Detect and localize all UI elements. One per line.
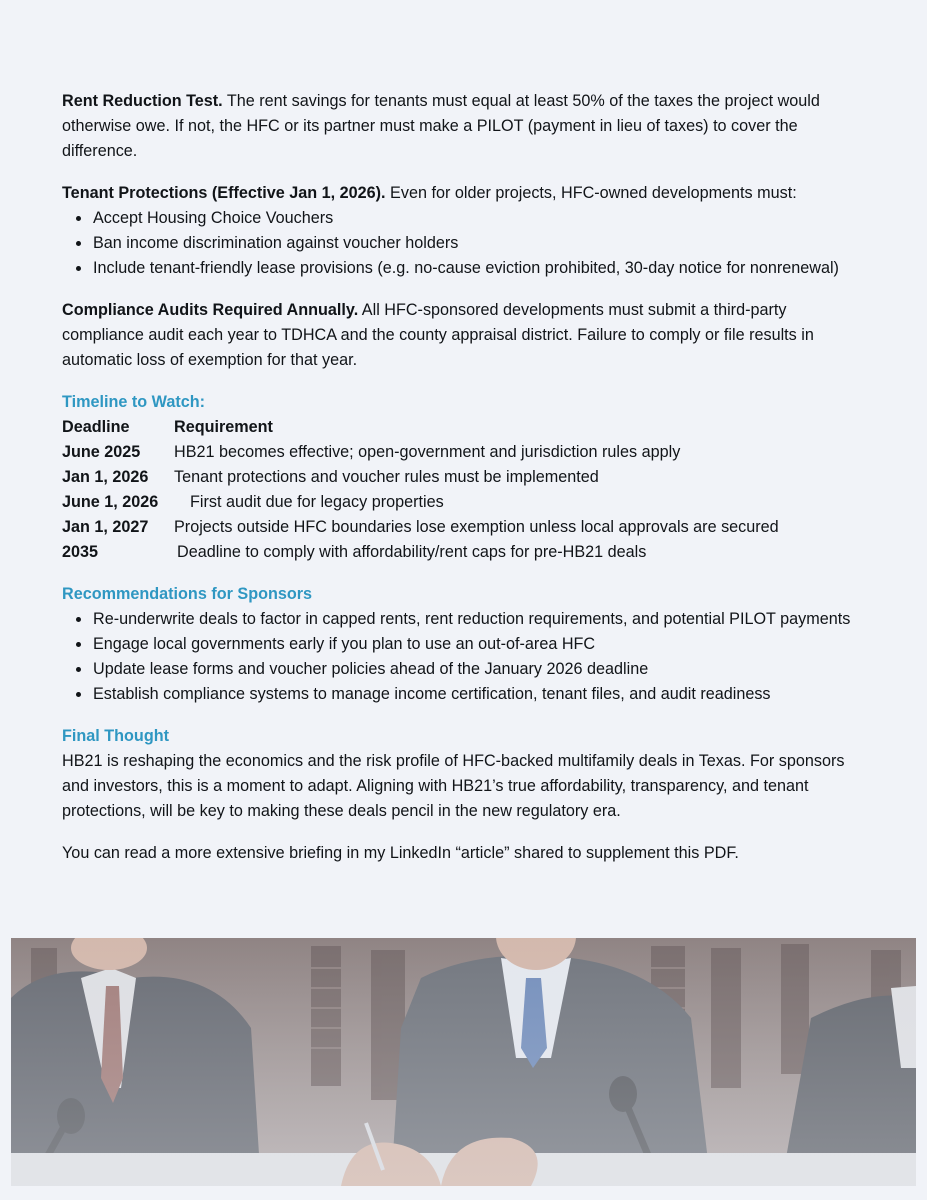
final-thought-heading: Final Thought: [62, 727, 169, 745]
list-item: Establish compliance systems to manage income certification, tenant files, and audit readiness: [62, 682, 852, 707]
timeline-header-deadline: Deadline: [62, 418, 130, 436]
list-item: Accept Housing Choice Vouchers: [62, 206, 852, 231]
final-thought-section: [62, 724, 852, 824]
compliance-title: Compliance Audits Required Annually.: [62, 301, 359, 319]
timeline-requirement: Deadline to comply with affordability/rent caps for pre-HB21 deals: [177, 543, 647, 561]
timeline-section: [62, 390, 852, 565]
recommendations-list: [62, 607, 852, 707]
timeline-row: [62, 440, 852, 465]
tenant-protections-list: [62, 206, 852, 281]
timeline-row: [62, 540, 852, 565]
recommendations-heading: Recommendations for Sponsors: [62, 585, 313, 603]
timeline-deadline: Jan 1, 2026: [62, 468, 149, 486]
timeline-row: [62, 515, 852, 540]
tenant-protections-paragraph: [62, 181, 852, 206]
timeline-requirement: Projects outside HFC boundaries lose exemption unless local approvals are secured: [174, 518, 779, 536]
compliance-text: All HFC-sponsored developments must submit a third-party compliance audit each year to TDHCA and the county appraisal district. Failure to comply or file results in automatic loss of exemption for that year.: [62, 301, 814, 369]
timeline-header-requirement: Requirement: [174, 418, 273, 436]
timeline-deadline: June 2025: [62, 443, 141, 461]
list-item: Ban income discrimination against voucher holders: [62, 231, 852, 256]
timeline-deadline: 2035: [62, 543, 99, 561]
photo-illustration: [11, 938, 916, 1186]
tenant-protections-intro: Even for older projects, HFC-owned developments must:: [385, 184, 797, 202]
compliance-paragraph: [62, 298, 852, 373]
closing-text: You can read a more extensive briefing in my LinkedIn “article” shared to supplement this PDF.: [62, 844, 739, 862]
timeline-requirement: HB21 becomes effective; open-government and jurisdiction rules apply: [174, 443, 681, 461]
rent-reduction-title: Rent Reduction Test.: [62, 92, 223, 110]
tenant-protections-section: [62, 181, 852, 281]
bill-signing-photo: [11, 938, 916, 1186]
timeline-requirement: Tenant protections and voucher rules must be implemented: [174, 468, 599, 486]
final-thought-text: HB21 is reshaping the economics and the risk profile of HFC-backed multifamily deals in Texas. For sponsors and investors, this is a moment to adapt. Aligning with HB21’s true affordability, transparency, and tenant protections, will be key to making these deals pencil in the new regulatory era.: [62, 752, 845, 820]
timeline-deadline: Jan 1, 2027: [62, 518, 149, 536]
timeline-deadline: June 1, 2026: [62, 493, 159, 511]
list-item: Include tenant-friendly lease provisions (e.g. no-cause eviction prohibited, 30-day notice for nonrenewal): [62, 256, 852, 281]
list-item: Re-underwrite deals to factor in capped rents, rent reduction requirements, and potential PILOT payments: [62, 607, 852, 632]
timeline-heading: Timeline to Watch:: [62, 393, 205, 411]
timeline-row: [62, 490, 852, 515]
rent-reduction-paragraph: [62, 89, 852, 164]
photo-fade-overlay: [11, 938, 916, 1186]
timeline-requirement: First audit due for legacy properties: [190, 493, 444, 511]
list-item: Update lease forms and voucher policies ahead of the January 2026 deadline: [62, 657, 852, 682]
timeline-header-row: [62, 415, 852, 440]
list-item: Engage local governments early if you plan to use an out-of-area HFC: [62, 632, 852, 657]
rent-reduction-text: The rent savings for tenants must equal at least 50% of the taxes the project would otherwise owe. If not, the HFC or its partner must make a PILOT (payment in lieu of taxes) to cover the difference.: [62, 92, 820, 160]
document-body: [62, 89, 852, 866]
recommendations-section: [62, 582, 852, 707]
timeline-row: [62, 465, 852, 490]
tenant-protections-title: Tenant Protections (Effective Jan 1, 2026).: [62, 184, 386, 202]
